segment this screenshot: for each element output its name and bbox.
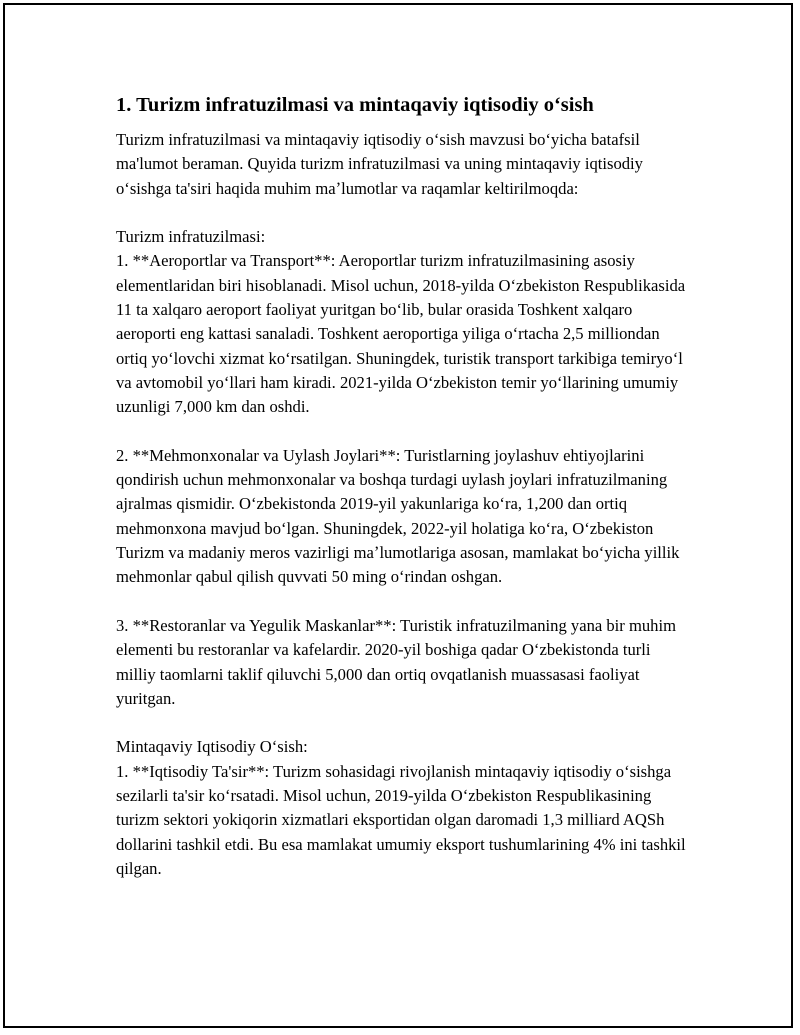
intro-paragraph: Turizm infratuzilmasi va mintaqaviy iqtisodiy oʻsish mavzusi boʻyicha batafsil ma'lumot beraman. Quyida turizm infratuzilmasi va uning mintaqaviy iqtisodiy oʻsishga ta'siri haqida muhim maʼlumotlar va raqamlar keltirilmoqda: (116, 130, 643, 198)
list-item-restaurants: 3. **Restoranlar va Yegulik Maskanlar**: Turistik infratuzilmaning yana bir muhim elementi bu restoranlar va kafelardir. 2020-yil boshiga qadar Oʻzbekistonda turli milliy taomlarni taklif qiluvchi 5,000 dan ortiq ovqatlanish muassasasi faoliyat yuritgan. (116, 615, 676, 708)
list-item-economic-impact: 1. **Iqtisodiy Ta'sir**: Turizm sohasidagi rivojlanish mintaqaviy iqtisodiy oʻsishga sezilarli ta'sir koʻrsatadi. Misol uchun, 2019-yilda Oʻzbekiston Respublikasining turizm sektori yokiqorin xizmatlari eksportidan olgan daromadi 1,3 milliard AQSh dollarini tashkil etdi. Bu esa mamlakat umumiy eksport tushumlarining 4% ini tashkil qilgan. (116, 761, 686, 878)
section-economic-growth-heading: Mintaqaviy Iqtisodiy Oʻsish: (116, 737, 308, 757)
paragraph-gap (116, 711, 691, 735)
list-item-airports-transport: 1. **Aeroportlar va Transport**: Aeroportlar turizm infratuzilmasining asosiy elementlaridan biri hisoblanadi. Misol uchun, 2018-yilda Oʻzbekiston Respublikasida 11 ta xalqaro aeroport faoliyat yuritgan boʻlib, bular orasida Toshkent xalqaro aeroporti eng kattasi sanaladi. Toshkent aeroportiga yiliga oʻrtacha 2,5 milliondan ortiq yoʻlovchi xizmat koʻrsatilgan. Shuningdek, turistik transport tarkibiga temiryoʻl va avtomobil yoʻllari ham kiradi. 2021-yilda Oʻzbekiston temir yoʻllarining umumiy uzunligi 7,000 km dan oshdi. (116, 251, 686, 417)
section-infrastructure-heading: Turizm infratuzilmasi: (116, 227, 266, 247)
document-title: 1. Turizm infratuzilmasi va mintaqaviy iqtisodiy oʻsish (116, 94, 594, 116)
document-body (116, 92, 691, 881)
list-item-hotels-lodging: 2. **Mehmonxonalar va Uylash Joylari**: Turistlarning joylashuv ehtiyojlarini qondirish uchun mehmonxonalar va boshqa turdagi uylash joylari infratuzilmaning ajralmas qismidir. Oʻzbekistonda 2019-yil yakunlariga koʻra, 1,200 dan ortiq mehmonxona mavjud boʻlgan. Shuningdek, 2022-yil holatiga koʻra, Oʻzbekiston Turizm va madaniy meros vazirligi maʼlumotlariga asosan, mamlakat boʻyicha yillik mehmonlar qabul qilish quvvati 50 ming oʻrindan oshgan. (116, 445, 680, 587)
paragraph-gap (116, 420, 691, 444)
paragraph-gap (116, 590, 691, 614)
paragraph-gap (116, 201, 691, 225)
